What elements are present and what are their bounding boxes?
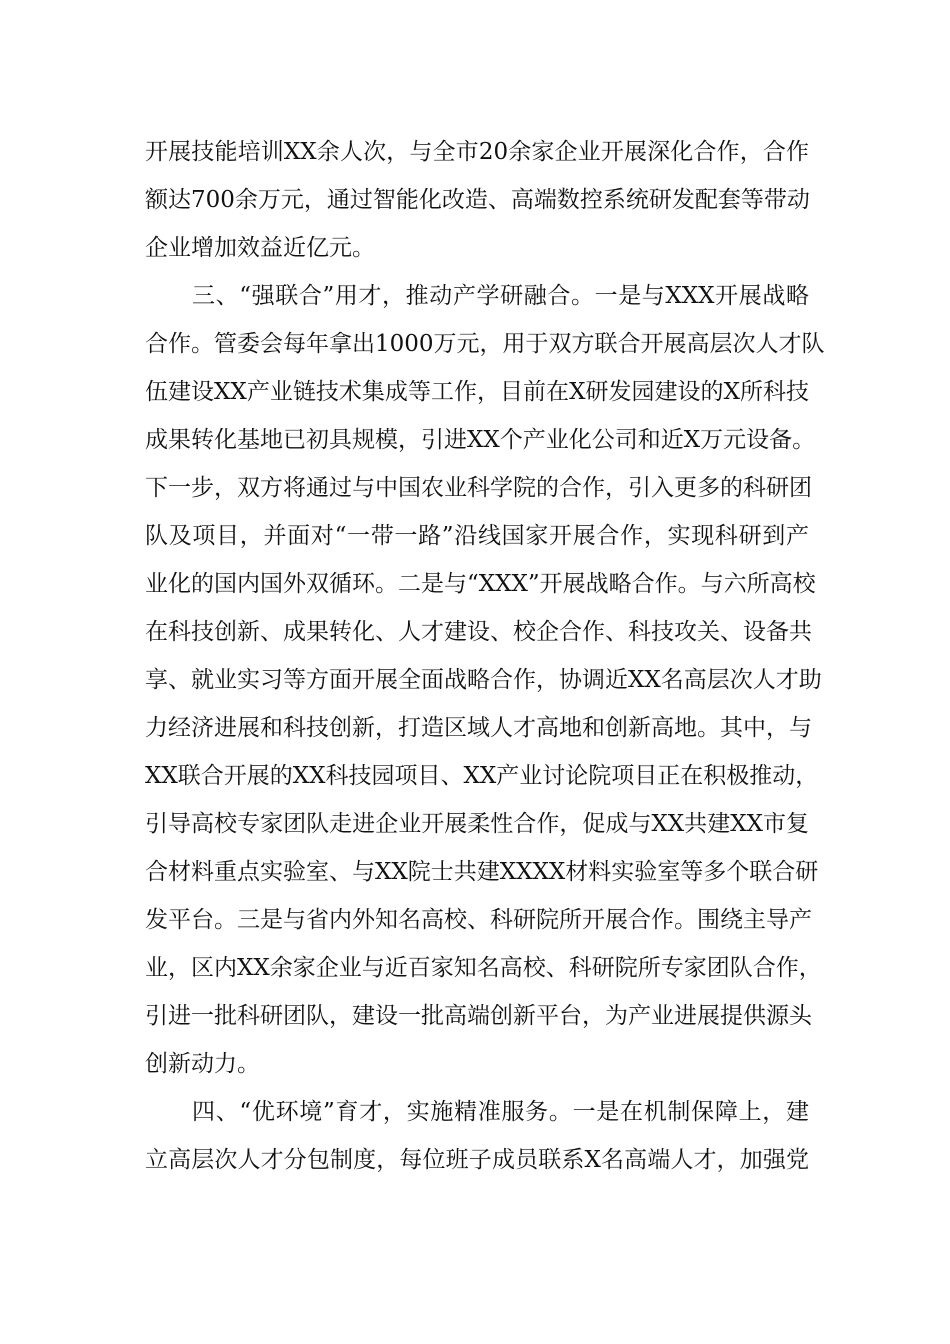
paragraph-heading-line: 四、“优环境”育才，实施精准服务。一是在机制保障上，建: [192, 1099, 809, 1125]
text-line: 在科技创新、成果转化、人才建设、校企合作、科技攻关、设备共: [145, 619, 812, 645]
text-line: 力经济进展和科技创新，打造区域人才高地和创新高地。其中，与: [145, 715, 812, 741]
text-line: 引进一批科研团队，建设一批高端创新平台，为产业进展提供源头: [145, 1003, 812, 1029]
text-line: 合材料重点实验室、与XX院士共建XXXX材料实验室等多个联合研: [145, 859, 819, 885]
text-line: 发平台。三是与省内外知名高校、科研院所开展合作。围绕主导产: [145, 907, 812, 933]
text-line: 下一步，双方将通过与中国农业科学院的合作，引入更多的科研团: [145, 475, 812, 501]
text-line: 享、就业实习等方面开展全面战略合作，协调近XX名高层次人才助: [145, 667, 822, 693]
text-line: 额达700余万元，通过智能化改造、高端数控系统研发配套等带动: [145, 187, 810, 213]
text-line: 队及项目，并面对“一带一路”沿线国家开展合作，实现科研到产: [145, 523, 809, 549]
text-line: 创新动力。: [145, 1051, 260, 1077]
text-line: 成果转化基地已初具规模，引进XX个产业化公司和近X万元设备。: [145, 427, 816, 453]
text-line: 业化的国内国外双循环。二是与“XXX”开展战略合作。与六所高校: [145, 571, 816, 597]
text-line: XX联合开展的XX科技园项目、XX产业讨论院项目正在积极推动，: [145, 763, 819, 789]
text-line: 业，区内XX余家企业与近百家知名高校、科研院所专家团队合作，: [145, 955, 822, 981]
text-line: 开展技能培训XX余人次，与全市20余家企业开展深化合作，合作: [145, 139, 809, 165]
text-line: 立高层次人才分包制度，每位班子成员联系X名高端人才，加强党: [145, 1147, 809, 1173]
text-line: 伍建设XX产业链技术集成等工作，目前在X研发园建设的X所科技: [145, 379, 809, 405]
paragraph-heading-line: 三、“强联合”用才，推动产学研融合。一是与XXX开展战略: [192, 283, 809, 309]
text-line: 合作。管委会每年拿出1000万元，用于双方联合开展高层次人才队: [145, 331, 825, 357]
text-line: 引导高校专家团队走进企业开展柔性合作，促成与XX共建XX市复: [145, 811, 809, 837]
text-line: 企业增加效益近亿元。: [145, 235, 375, 261]
